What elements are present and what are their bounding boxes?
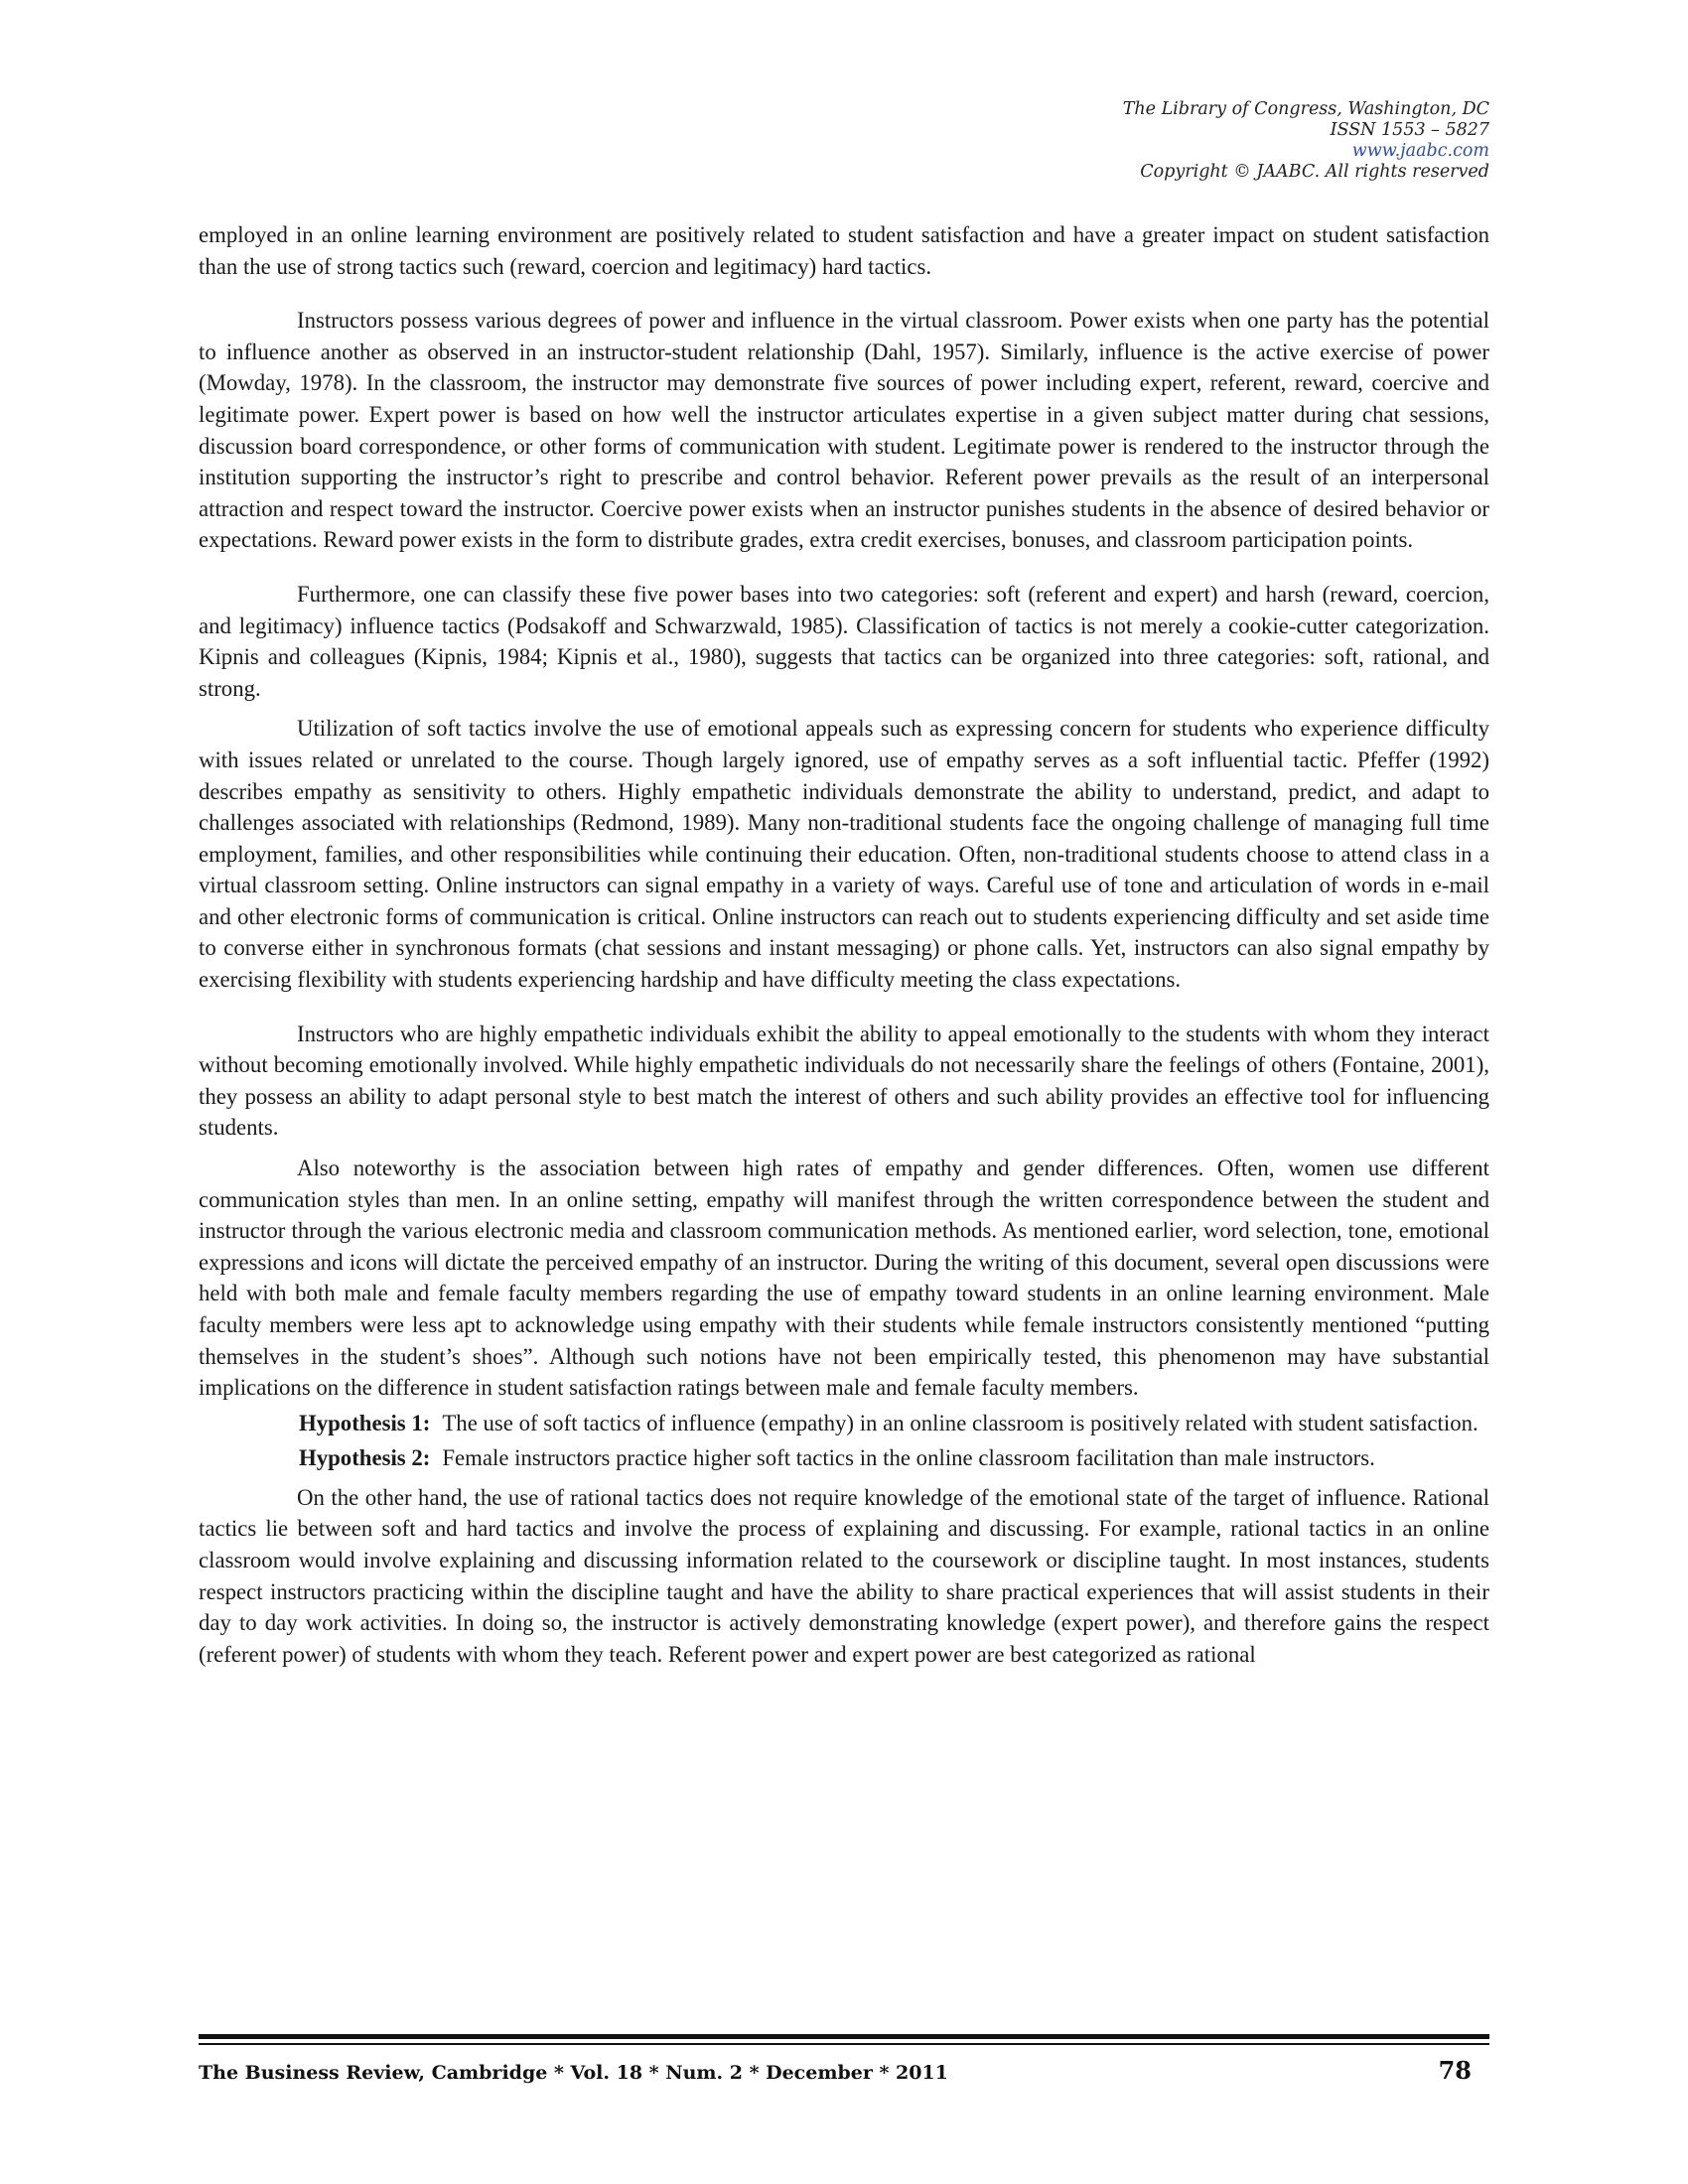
footer-rule-thin (199, 2043, 1489, 2045)
paragraph-empathetic-instructors: Instructors who are highly empathetic individuals exhibit the ability to appeal emotionally to the students with whom they interact without becoming emotionally involved. While highly empathetic individuals do not necessarily share the feelings of others (Fontaine, 2001), they possess an ability to adapt personal style to best match the interest of others and such ability provides an effective tool for influencing students. (199, 1021, 1489, 1141)
hypothesis-1 (199, 1409, 1489, 1438)
document-page (199, 0, 1489, 2184)
footer-journal-citation: The Business Review, Cambridge * Vol. 18 * Num. 2 * December * 2011 (199, 2062, 948, 2084)
header-issn: ISSN 1553 – 5827 (1330, 120, 1489, 140)
hypothesis-text: The use of soft tactics of influence (empathy) in an online classroom is positively related with student satisfaction. (442, 1410, 1478, 1435)
paragraph-power-sources: Instructors possess various degrees of power and influence in the virtual classroom. Power exists when one party has the potential to influence another as observed in an instructor-student relationship (Dahl, 1957). Similarly, influence is the active exercise of power (Mowday, 1978). In the classroom, the instructor may demonstrate five sources of power including expert, referent, reward, coercive and legitimate power. Expert power is based on how well the instructor articulates expertise in a given subject matter during chat sessions, discussion board correspondence, or other forms of communication with student. Legitimate power is rendered to the instructor through the institution supporting the instructor’s right to prescribe and control behavior. Referent power prevails as the result of an interpersonal attraction and respect toward the instructor. Coercive power exists when an instructor punishes students in the absence of desired behavior or expectations. Reward power exists in the form to distribute grades, extra credit exercises, bonuses, and classroom participation points. (199, 308, 1489, 553)
hypothesis-label: Hypothesis 1: (299, 1410, 431, 1435)
header-copyright: Copyright © JAABC. All rights reserved (1140, 162, 1489, 182)
paragraph-rational-tactics: On the other hand, the use of rational tactics does not require knowledge of the emotional state of the target of influence. Rational tactics lie between soft and hard tactics and involve the process of explaining and discussing. For example, rational tactics in an online classroom would involve explaining and discussing information related to the coursework or discipline taught. In most instances, students respect instructors practicing within the discipline taught and have the ability to share practical experiences that will assist students in their day to day work activities. In doing so, the instructor is actively demonstrating knowledge (expert power), and therefore gains the respect (referent power) of students with whom they teach. Referent power and expert power are best categorized as rational (199, 1484, 1489, 1667)
paragraph-continued: employed in an online learning environment are positively related to student satisfaction and have a greater impact on student satisfaction than the use of strong tactics such (reward, coercion and legitimacy) hard tactics. (199, 222, 1489, 279)
paragraph-gender-differences: Also noteworthy is the association between high rates of empathy and gender differences. Often, women use different communication styles than men. In an online setting, empathy will manifest through the written correspondence between the student and instructor through the various electronic media and classroom communication methods. As mentioned earlier, word selection, tone, emotional expressions and icons will dictate the perceived empathy of an instructor. During the writing of this document, several open discussions were held with both male and female faculty members regarding the use of empathy toward students in an online learning environment. Male faculty members were less apt to acknowledge using empathy with their students while female instructors consistently mentioned “putting themselves in the student’s shoes”. Although such notions have not been empirically tested, this phenomenon may have substantial implications on the difference in student satisfaction ratings between male and female faculty members. (199, 1156, 1489, 1401)
header-website-link[interactable]: www.jaabc.com (1351, 141, 1489, 161)
paragraph-power-categories: Furthermore, one can classify these five power bases into two categories: soft (referent and expert) and harsh (reward, coercion, and legitimacy) influence tactics (Podsakoff and Schwarzwald, 1985). Classification of tactics is not merely a cookie-cutter categorization. Kipnis and colleagues (Kipnis, 1984; Kipnis et al., 1980), suggests that tactics can be organized into three categories: soft, rational, and strong. (199, 581, 1489, 701)
hypothesis-2 (199, 1443, 1489, 1473)
hypothesis-label: Hypothesis 2: (299, 1444, 431, 1470)
page-number: 78 (1438, 2056, 1472, 2085)
footer-rule-thick (199, 2034, 1489, 2039)
body-text (199, 219, 1489, 1670)
paragraph-soft-tactics: Utilization of soft tactics involve the use of emotional appeals such as expressing concern for students who experience difficulty with issues related or unrelated to the course. Though largely ignored, use of empathy serves as a soft influential tactic. Pfeffer (1992) describes empathy as sensitivity to others. Highly empathetic individuals demonstrate the ability to understand, predict, and adapt to challenges associated with relationships (Redmond, 1989). Many non-traditional students face the ongoing challenge of managing full time employment, families, and other responsibilities while continuing their education. Often, non-traditional students choose to attend class in a virtual classroom setting. Online instructors can signal empathy in a variety of ways. Careful use of tone and articulation of words in e-mail and other electronic forms of communication is critical. Online instructors can reach out to students experiencing difficulty and set aside time to converse either in synchronous formats (chat sessions and instant messaging) or phone calls. Yet, instructors can also signal empathy by exercising flexibility with students experiencing hardship and have difficulty meeting the class expectations. (199, 716, 1489, 993)
running-footer (199, 2056, 1489, 2085)
running-header (1123, 99, 1489, 183)
hypothesis-text: Female instructors practice higher soft tactics in the online classroom facilitation than male instructors. (442, 1444, 1375, 1470)
header-library: The Library of Congress, Washington, DC (1122, 99, 1489, 119)
